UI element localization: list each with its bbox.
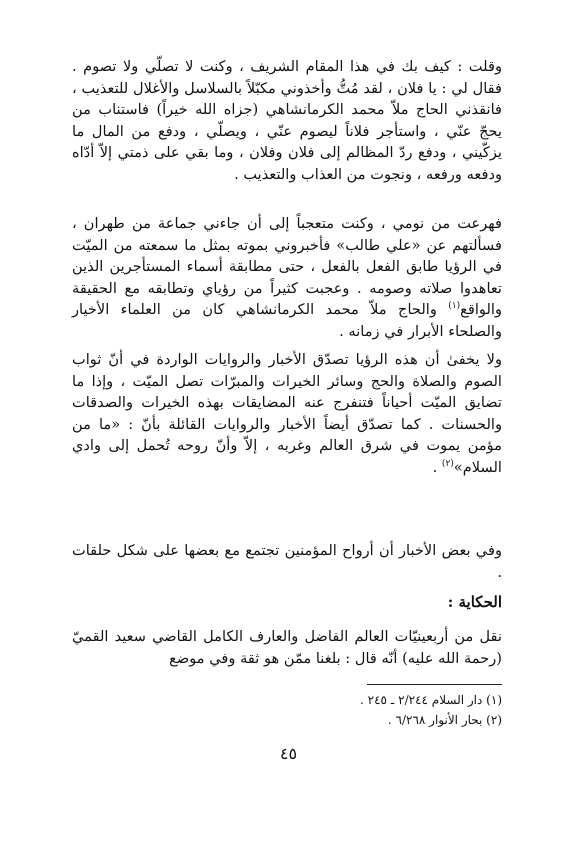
footnote-mark: (٢) — [441, 458, 454, 469]
paragraph-text: نقل من أربعينيّات العالم الفاضل والعارف الكامل القاضي سعيد القميّ (رحمة الله عليه) أنّه قال : بلغنا ممّن هو ثقة وفي موضع — [72, 628, 502, 667]
paragraph-story — [72, 626, 502, 669]
paragraph-commentary: ولا يخفىٰ أن هذه الرؤيا تصدّق الأخبار والروايات الواردة في أنّ ثواب الصوم والصلاة والحج وسائر الخيرات والمبرّات تصل الميّت ، وإذا ما تضايق الميّت أحياناً فتنفرج عنه المضايقات بهذه الخيرات والصدقات والحسنات . كما تصدّق أيضاً الأخبار والروايات القائلة بأنّ : «ما من مؤمن يموت في شرق العالم وغربه ، إلاّ وأنّ روحه تُحمل إلى وادي السلام»$^{(٢)}$ . — [72, 351, 502, 476]
footnote-1: (١) دار السلام ٢/٢٤٤ ـ ٢٤٥ . — [360, 693, 502, 707]
page-number: ٤٥ — [279, 744, 298, 763]
footnote-divider — [367, 684, 502, 685]
paragraph-circles — [72, 540, 502, 583]
section-heading: الحكاية : — [447, 593, 502, 611]
paragraph-text: والحاج ملاّ محمد الكرمانشاهي كان من العلماء الأخيار والصلحاء الأبرار في زمانه . — [72, 301, 502, 340]
footnote-2: (٢) بحار الأنوار ٦/٢٦٨ . — [387, 713, 502, 727]
paragraph-text: وفي بعض الأخبار أن أرواح المؤمنين تجتمع مع بعضها على شكل حلقات . — [72, 542, 502, 581]
paragraph-text: فهرعت من نومي ، وكنت متعجباً إلى أن جاءني جماعة من طهران ، فسألتهم عن «علي طالب» فأخبروني بموته بمثل ما سمعته من الميّت في الرؤيا طابق الفعل بالفعل ، حتى مطابقة أسماء المستأجرين الذين تعاهدوا صلاته وصومه . وعجبت كثيراً من رؤياي وتطابقه مع الحقيقة والواقع — [72, 215, 502, 318]
footnotes — [202, 690, 502, 730]
footnote-mark: (١) — [448, 301, 461, 312]
paragraph-waking — [72, 213, 502, 342]
paragraph-text: وقلت : كيف بك في هذا المقام الشريف ، وكنت لا تصلّي ولا تصوم . فقال لي : يا فلان ، لقد مُتُّ وأخذوني مكبّلاً بالسلاسل والأغلال للتعذيب ، فانقذني الحاج ملاّ محمد الكرمانشاهي (جزاه الله خيراً) فاستناب من يحجّ عنّي ، واستأجر فلاناً ليصوم عنّي ، ويصلّي ، ودفع من المال ما يزكّيني ، ودفع ردّ المظالم إلى فلان وفلان ، وما بقي على ذمتي إلاّ أدّاه ودفعه ورفعه ، ونجوت من العذاب والتعذيب . — [72, 58, 502, 183]
paragraph-text: ولا يخفىٰ أن هذه الرؤيا تصدّق الأخبار والروايات الواردة في أنّ ثواب الصوم والصلاة والحج وسائر الخيرات والمبرّات تصل الميّت ، وإذا ما تضايق الميّت أحياناً فتنفرج عنه المضايقات بهذه الخيرات والصدقات والحسنات . كما تصدّق أيضاً الأخبار والروايات القائلة بأنّ : «ما من مؤمن يموت في شرق العالم وغربه ، إلاّ وأنّ روحه تُحمل إلى وادي السلام» — [72, 351, 502, 476]
paragraph-dream-account — [72, 56, 502, 185]
